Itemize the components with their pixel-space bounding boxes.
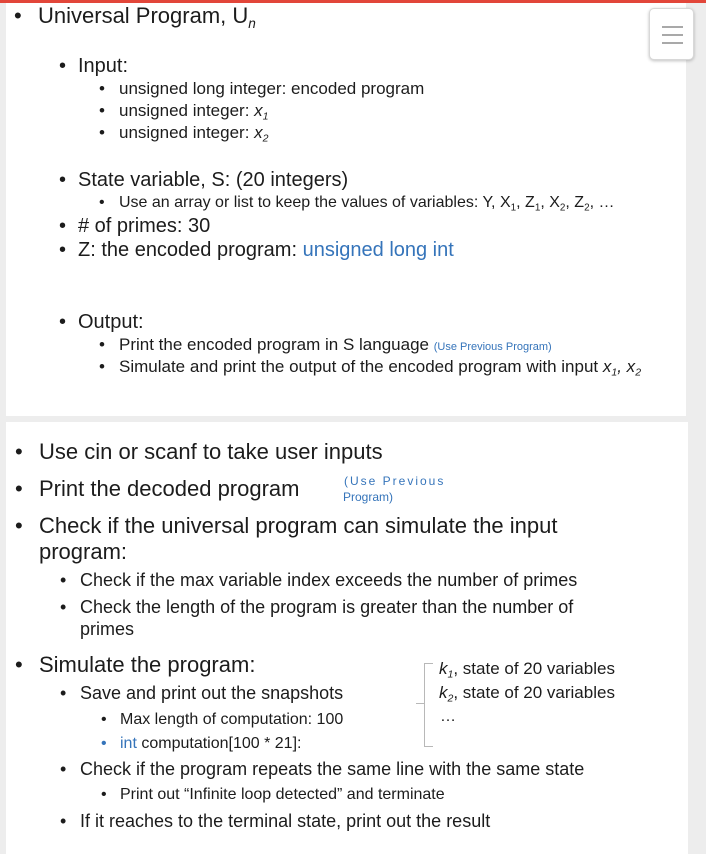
simulate-heading: Simulate the program: bbox=[39, 652, 256, 677]
bullet-icon: • bbox=[60, 597, 67, 617]
snapshots-item: Save and print out the snapshots bbox=[80, 683, 344, 703]
int-keyword: int bbox=[120, 735, 137, 752]
terminal-state-item: If it reaches to the terminal state, print out the result bbox=[80, 811, 491, 831]
check-sub-item: Check if the max variable index exceeds the number of primes bbox=[80, 570, 578, 590]
bullet-icon: • bbox=[15, 652, 23, 677]
use-previous-note: (Use Previous Program) bbox=[433, 341, 552, 353]
bullet-icon: • bbox=[59, 239, 67, 261]
snapshot-ellipsis: … bbox=[440, 708, 456, 725]
bullet-icon: • bbox=[99, 79, 105, 98]
check-simulate-item: Check if the universal program can simulate the input bbox=[39, 513, 558, 538]
menu-button[interactable] bbox=[649, 8, 694, 60]
bullet-icon: • bbox=[99, 357, 105, 376]
hamburger-icon-bar bbox=[662, 34, 683, 36]
hamburger-icon-bar bbox=[662, 42, 683, 44]
bullet-icon: • bbox=[15, 513, 23, 538]
bullet-icon: • bbox=[60, 759, 67, 779]
print-decoded-item: Print the decoded program bbox=[39, 476, 300, 501]
use-previous-note: (Use Previous bbox=[344, 474, 446, 488]
check-simulate-item: program: bbox=[39, 539, 128, 564]
check-sub-item: primes bbox=[80, 619, 135, 639]
repeat-check-item: Check if the program repeats the same line with the same state bbox=[80, 759, 585, 779]
check-sub-item: Check the length of the program is greater than the number of bbox=[80, 597, 574, 617]
bullet-icon: • bbox=[99, 335, 105, 354]
z-encoded-program: Z: the encoded program: unsigned long int bbox=[78, 239, 454, 261]
bullet-icon: • bbox=[59, 55, 67, 77]
bullet-icon: • bbox=[99, 194, 105, 211]
infinite-loop-item: Print out “Infinite loop detected” and terminate bbox=[120, 786, 445, 803]
bracket-icon bbox=[424, 663, 433, 747]
bracket-tick bbox=[416, 703, 425, 704]
bullet-icon: • bbox=[60, 683, 67, 703]
bullet-icon: • bbox=[60, 570, 67, 590]
bullet-icon: • bbox=[101, 735, 107, 752]
input-item: unsigned integer: $x_1$ bbox=[119, 101, 269, 123]
bullet-icon: • bbox=[59, 169, 67, 191]
bullet-icon: • bbox=[99, 123, 105, 142]
snapshot-k2: $k_2$, state of 20 variables bbox=[439, 683, 615, 705]
input-item: unsigned integer: $x_2$ bbox=[119, 123, 269, 145]
output-heading: Output: bbox=[78, 311, 144, 333]
hamburger-icon-bar bbox=[662, 26, 683, 28]
state-variable-heading: State variable, S: (20 integers) bbox=[78, 169, 349, 191]
bullet-icon: • bbox=[101, 711, 107, 728]
slide1-title: Universal Program, $U_n$ bbox=[38, 3, 256, 31]
bullet-icon: • bbox=[101, 786, 107, 803]
bullet-icon: • bbox=[15, 439, 23, 464]
z-type: unsigned long int bbox=[302, 239, 454, 261]
output-item: Simulate and print the output of the encoded program with input $x_1$, $x_2$ bbox=[119, 357, 642, 379]
use-previous-note: Program) bbox=[343, 490, 394, 504]
bullet-icon: • bbox=[60, 811, 67, 831]
state-variable-detail: Use an array or list to keep the values of variables: Y, $X_1$, $Z_1$, $X_2$, $Z_2$, … bbox=[119, 194, 615, 214]
input-heading: Input: bbox=[78, 55, 129, 77]
max-length-item: Max length of computation: 100 bbox=[120, 711, 344, 728]
snapshot-k1: $k_1$, state of 20 variables bbox=[439, 659, 615, 681]
bullet-icon: • bbox=[14, 3, 22, 28]
computation-array-item: int computation[100 * 21]: bbox=[120, 735, 302, 752]
output-item: Print the encoded program in S language (Use Previous Program) bbox=[119, 335, 552, 354]
input-item: unsigned long integer: encoded program bbox=[119, 79, 425, 98]
bullet-icon: • bbox=[59, 311, 67, 333]
bullet-icon: • bbox=[59, 215, 67, 237]
bullet-icon: • bbox=[15, 476, 23, 501]
cin-item: Use cin or scanf to take user inputs bbox=[39, 439, 383, 464]
primes-count: # of primes: 30 bbox=[78, 215, 211, 237]
bullet-icon: • bbox=[99, 101, 105, 120]
